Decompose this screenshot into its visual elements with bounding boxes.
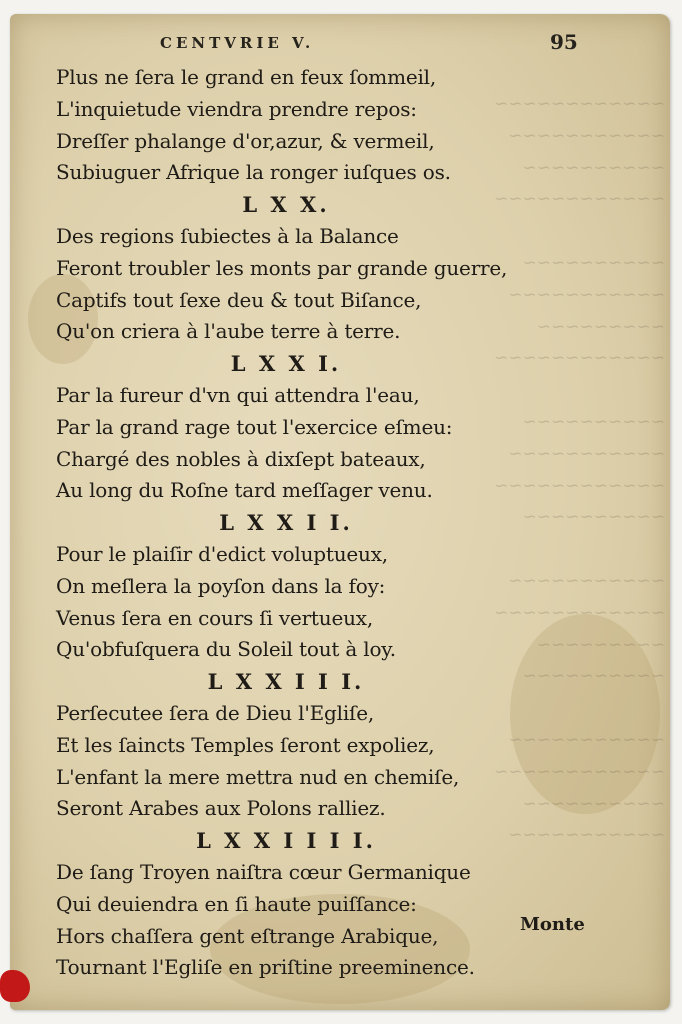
- quatrain-number: L X X I.: [230, 351, 342, 377]
- verse-line: Hors chaſſera gent eſtrange Arabique,: [56, 923, 439, 948]
- quatrain-number: L X X I I I I.: [196, 828, 376, 854]
- quatrain-number: L X X I I I.: [207, 669, 365, 695]
- verse-line: Perſecutee ſera de Dieu l'Egliſe,: [56, 700, 375, 725]
- catchword: Monte: [520, 914, 585, 935]
- verse-line: Feront troubler les monts par grande guerre,: [56, 255, 508, 280]
- verse-line: L'inquietude viendra prendre repos:: [56, 96, 417, 121]
- verse-line: Tournant l'Egliſe en priſtine preeminence.: [56, 955, 475, 980]
- verse-line: Pour le plaiſir d'edict voluptueux,: [56, 541, 388, 566]
- verse-line: Subiuguer Afrique la ronger iuſques os.: [56, 160, 451, 185]
- verse-line: Dreſſer phalange d'or,azur, & vermeil,: [56, 128, 435, 153]
- verse-line: Par la grand rage tout l'exercice eſmeu:: [56, 414, 453, 439]
- verse-line: Par la fureur d'vn qui attendra l'eau,: [56, 382, 420, 407]
- quatrain-number: L X X I I.: [219, 510, 353, 536]
- verse-line: Des regions ſubiectes à la Balance: [56, 223, 399, 248]
- verse-line: Qui deuiendra en ſi haute puiſſance:: [56, 891, 417, 916]
- verse-line: Qu'on criera à l'aube terre à terre.: [56, 319, 401, 344]
- page-header: [10, 30, 670, 64]
- verse-text-block: [56, 62, 636, 984]
- page-paper: [10, 14, 670, 1010]
- verse-line: Chargé des nobles à dixſept bateaux,: [56, 446, 426, 471]
- running-head: CENTVRIE V.: [160, 34, 315, 52]
- verse-line: Venus ſera en cours ſi vertueux,: [56, 605, 374, 630]
- verse-line: Qu'obfuſquera du Soleil tout à loy.: [56, 637, 396, 662]
- verse-line: Captifs tout ſexe deu & tout Biſance,: [56, 287, 422, 312]
- verse-line: Seront Arabes aux Polons ralliez.: [56, 796, 386, 821]
- verse-line: Plus ne ſera le grand en feux ſommeil,: [56, 65, 437, 89]
- verse-line: L'enfant la mere mettra nud en chemiſe,: [56, 764, 460, 789]
- page-number: 95: [550, 30, 578, 54]
- verse-line: De ſang Troyen naiſtra cœur Germanique: [56, 859, 471, 884]
- verse-line: Et les ſaincts Temples ſeront expoliez,: [56, 732, 435, 757]
- quatrain-number: L X X.: [242, 192, 330, 218]
- show-through-text: ~~~~~~~~~~~~ ~~~~~~~~~~~ ~~~~~~~~~~ ~~~~~~~~~~~~ ~~~~~~~~~~ ~~~~~~~~~~~ ~~~~~~~~~ ~~~~~~~~~~~~ ~~~~~~~~~~ ~~~~~~~~~~~ ~~~~~~~~~~~~ ~~~~~~~~~~ ~~~~~~~~~~~ ~~~~~~~~~~~~ ~~~~~~~~~ ~~~~~~~~~~ ~~~~~~~~~~~ ~~~~~~~~~~~~ ~~~~~~~~~~ ~~~~~~~~~~~: [494, 94, 665, 846]
- verse-line: Au long du Roſne tard meſſager venu.: [56, 478, 433, 503]
- verse-line: On meſlera la poyſon dans la foy:: [56, 573, 386, 598]
- red-wax-mark: [0, 970, 30, 1002]
